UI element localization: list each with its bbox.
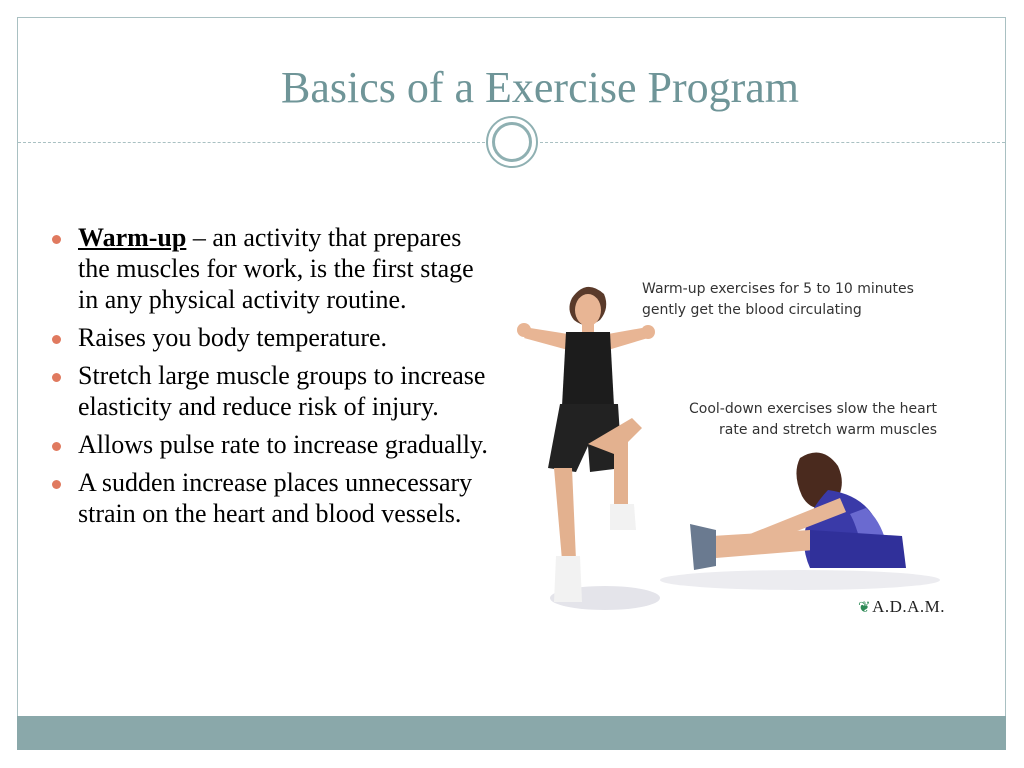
adam-logo-text: A.D.A.M. <box>872 597 946 616</box>
bullet-dot-icon <box>52 480 61 489</box>
divider-circle-ornament <box>486 116 538 168</box>
slide-title: Basics of a Exercise Program <box>280 63 800 112</box>
leaf-icon: ❦ <box>858 600 872 616</box>
bullet-item <box>48 222 488 315</box>
warmup-figure <box>517 287 660 610</box>
bullet-dot-icon <box>52 235 61 244</box>
bullet-dot-icon <box>52 442 61 451</box>
bullet-item <box>48 467 488 529</box>
bullet-dot-icon <box>52 335 61 344</box>
warmup-caption-line: Warm-up exercises for 5 to 10 minutes <box>642 281 914 297</box>
cooldown-caption-line: rate and stretch warm muscles <box>719 422 937 438</box>
bullet-list <box>48 222 488 536</box>
cooldown-caption <box>600 399 937 441</box>
bullet-item <box>48 322 488 353</box>
bullet-text: – an activity that prepares the muscles for work, is the first stage in any physical activity routine. <box>78 223 474 314</box>
title-divider-left <box>18 142 485 143</box>
bullet-text: Stretch large muscle groups to increase elasticity and reduce risk of injury. <box>78 361 486 421</box>
adam-logo <box>858 597 945 617</box>
warmup-caption-line: gently get the blood circulating <box>642 302 862 318</box>
warmup-caption <box>642 279 914 321</box>
bullet-text: Raises you body temperature. <box>78 323 388 352</box>
cooldown-caption-line: Cool-down exercises slow the heart <box>689 401 937 417</box>
bullet-text: A sudden increase places unnecessary strain on the heart and blood vessels. <box>78 468 473 528</box>
bullet-term: Warm-up <box>78 223 187 252</box>
footer-bar <box>17 716 1006 750</box>
cooldown-figure <box>660 453 940 590</box>
bullet-dot-icon <box>52 373 61 382</box>
bullet-text: Allows pulse rate to increase gradually. <box>78 430 488 459</box>
bullet-item <box>48 429 488 460</box>
title-divider-right <box>540 142 1005 143</box>
bullet-item <box>48 360 488 422</box>
exercise-illustration <box>510 268 950 628</box>
